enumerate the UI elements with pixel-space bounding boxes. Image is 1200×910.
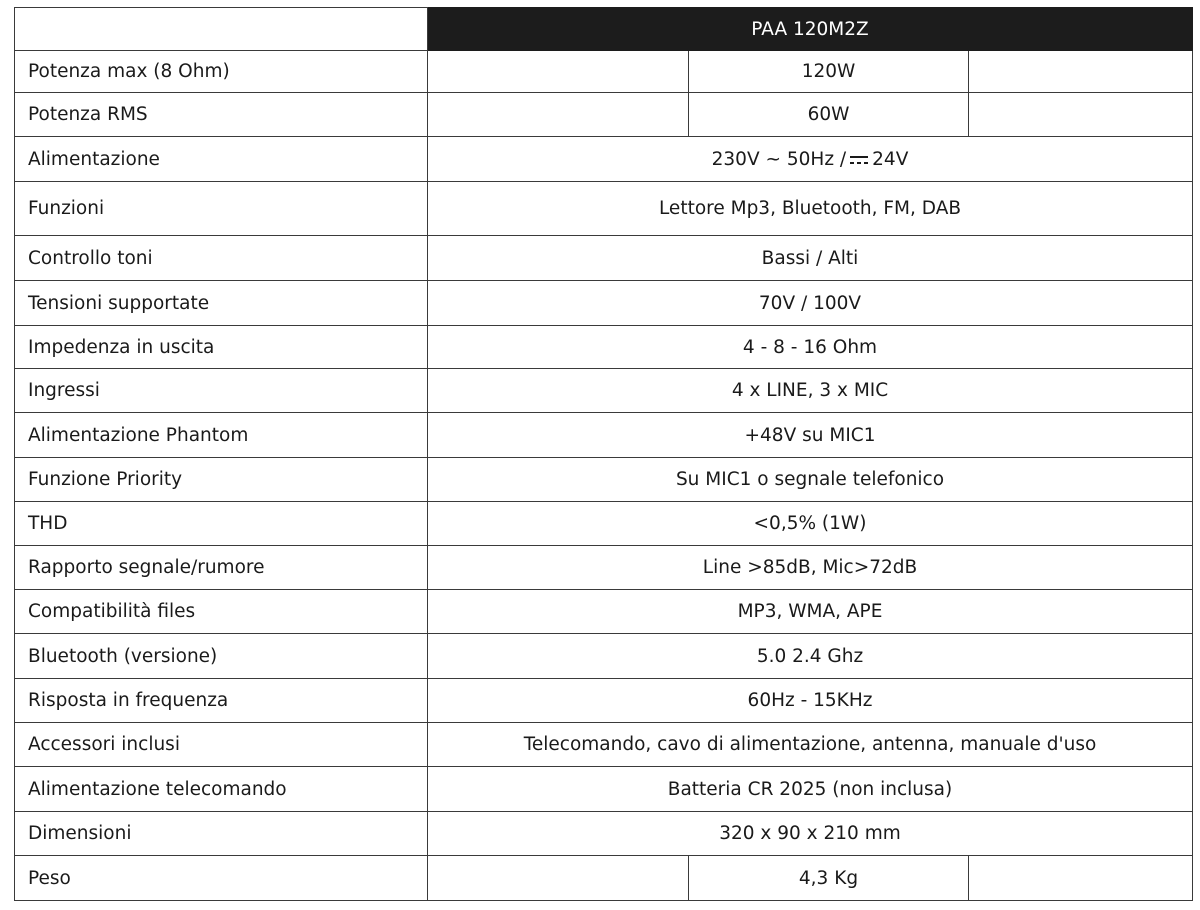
spec-label: Bluetooth (versione) bbox=[15, 634, 428, 679]
table-row bbox=[15, 281, 1193, 326]
empty-cell bbox=[428, 93, 689, 137]
spec-label: Risposta in frequenza bbox=[15, 679, 428, 723]
spec-label: Alimentazione Phantom bbox=[15, 413, 428, 458]
table-row bbox=[15, 236, 1193, 281]
table-row bbox=[15, 767, 1193, 812]
empty-cell bbox=[428, 51, 689, 93]
table-header-row bbox=[15, 8, 1193, 51]
spec-label: THD bbox=[15, 502, 428, 546]
spec-value: Bassi / Alti bbox=[428, 236, 1193, 281]
header-empty-cell bbox=[15, 8, 428, 51]
spec-label: Alimentazione bbox=[15, 137, 428, 182]
spec-label: Rapporto segnale/rumore bbox=[15, 546, 428, 590]
spec-label: Impedenza in uscita bbox=[15, 326, 428, 369]
spec-value: Line >85dB, Mic>72dB bbox=[428, 546, 1193, 590]
table-row bbox=[15, 679, 1193, 723]
table-row bbox=[15, 634, 1193, 679]
dc-current-icon bbox=[850, 154, 868, 166]
table-row bbox=[15, 93, 1193, 137]
spec-value: 120W bbox=[689, 51, 969, 93]
spec-value: Su MIC1 o segnale telefonico bbox=[428, 458, 1193, 502]
dc-supply-text: 24V bbox=[872, 148, 909, 170]
spec-value: 60W bbox=[689, 93, 969, 137]
spec-value: 5.0 2.4 Ghz bbox=[428, 634, 1193, 679]
spec-label: Potenza max (8 Ohm) bbox=[15, 51, 428, 93]
spec-label: Accessori inclusi bbox=[15, 723, 428, 767]
spec-label: Compatibilità files bbox=[15, 590, 428, 634]
empty-cell bbox=[428, 856, 689, 901]
table-row bbox=[15, 326, 1193, 369]
table-row bbox=[15, 51, 1193, 93]
spec-value: 4 - 8 - 16 Ohm bbox=[428, 326, 1193, 369]
spec-value: 60Hz - 15KHz bbox=[428, 679, 1193, 723]
empty-cell bbox=[969, 856, 1193, 901]
spec-value: 70V / 100V bbox=[428, 281, 1193, 326]
spec-value: 320 x 90 x 210 mm bbox=[428, 812, 1193, 856]
spec-body bbox=[15, 51, 1193, 901]
table-row bbox=[15, 856, 1193, 901]
table-row bbox=[15, 590, 1193, 634]
spec-label: Peso bbox=[15, 856, 428, 901]
table-row bbox=[15, 723, 1193, 767]
table-row bbox=[15, 812, 1193, 856]
spec-label: Tensioni supportate bbox=[15, 281, 428, 326]
spec-value: +48V su MIC1 bbox=[428, 413, 1193, 458]
model-header: PAA 120M2Z bbox=[428, 8, 1193, 51]
table-row bbox=[15, 413, 1193, 458]
spec-label: Ingressi bbox=[15, 369, 428, 413]
spec-value: 4 x LINE, 3 x MIC bbox=[428, 369, 1193, 413]
spec-label: Dimensioni bbox=[15, 812, 428, 856]
spec-value: MP3, WMA, APE bbox=[428, 590, 1193, 634]
empty-cell bbox=[969, 93, 1193, 137]
table-row bbox=[15, 369, 1193, 413]
spec-label: Funzioni bbox=[15, 182, 428, 236]
spec-value: <0,5% (1W) bbox=[428, 502, 1193, 546]
table-row bbox=[15, 182, 1193, 236]
spec-value: Batteria CR 2025 (non inclusa) bbox=[428, 767, 1193, 812]
spec-value-power-supply bbox=[428, 137, 1193, 182]
empty-cell bbox=[969, 51, 1193, 93]
table-row bbox=[15, 137, 1193, 182]
ac-supply-text: 230V ~ 50Hz / bbox=[711, 148, 847, 170]
spec-label: Funzione Priority bbox=[15, 458, 428, 502]
spec-table bbox=[14, 7, 1193, 901]
table-row bbox=[15, 458, 1193, 502]
spec-value: Lettore Mp3, Bluetooth, FM, DAB bbox=[428, 182, 1193, 236]
table-row bbox=[15, 546, 1193, 590]
spec-label: Potenza RMS bbox=[15, 93, 428, 137]
spec-value: 4,3 Kg bbox=[689, 856, 969, 901]
spec-label: Alimentazione telecomando bbox=[15, 767, 428, 812]
spec-value: Telecomando, cavo di alimentazione, antenna, manuale d'uso bbox=[428, 723, 1193, 767]
table-row bbox=[15, 502, 1193, 546]
spec-label: Controllo toni bbox=[15, 236, 428, 281]
